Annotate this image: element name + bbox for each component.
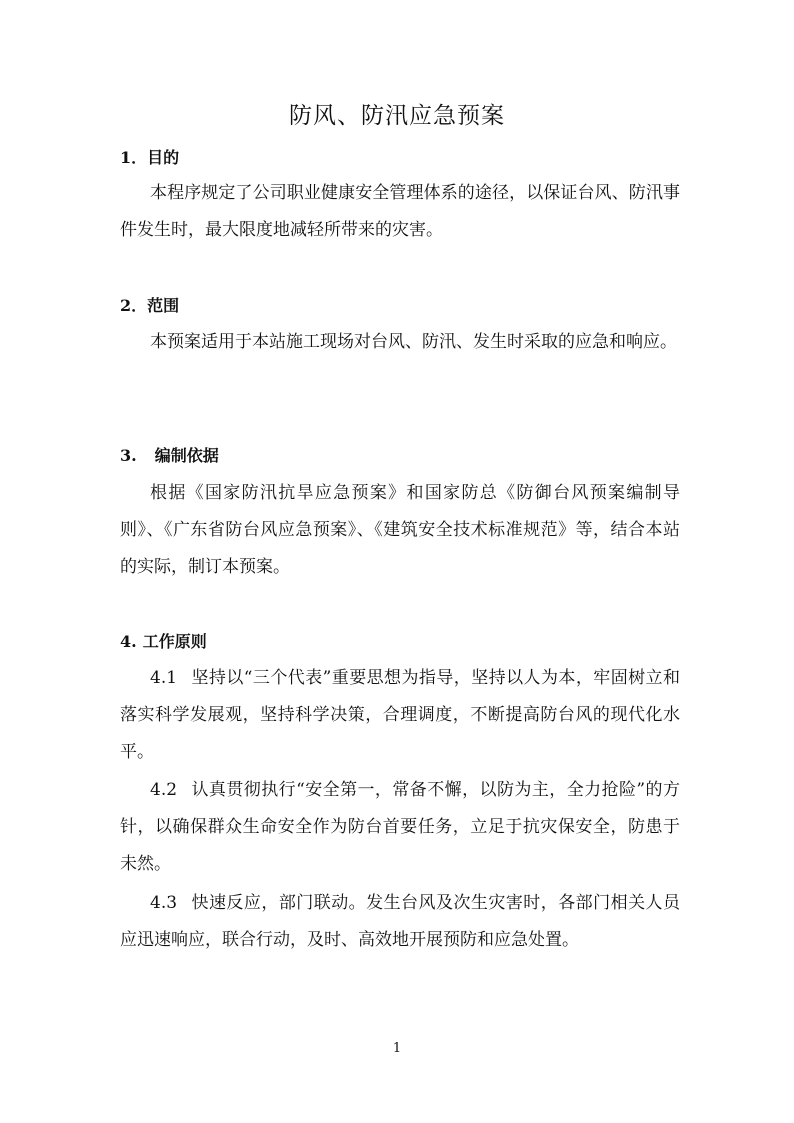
document-title: 防风、防汛应急预案 — [289, 103, 505, 129]
principle-index: 4.3 — [150, 893, 178, 913]
section-title: 编制依据 — [154, 446, 219, 465]
section-heading-purpose — [120, 146, 179, 170]
section-number: 2． — [120, 296, 148, 315]
section-title: 目的 — [147, 148, 180, 167]
principle-paragraph — [120, 772, 680, 883]
page-number: 1 — [392, 1041, 402, 1056]
principle-text: 坚持以“三个代表”重要思想为指导，坚持以人为本，牢固树立和落实科学发展观，坚持科学决策，合理调度，不断提高防台风的现代化水平。 — [120, 668, 680, 762]
section-paragraph: 根据《国家防汛抗旱应急预案》和国家防总《防御台风预案编制导则》、《广东省防台风应急预案》、《建筑安全技术标准规范》等，结合本站的实际，制订本预案。 — [120, 483, 680, 577]
section-paragraph: 本程序规定了公司职业健康安全管理体系的途径，以保证台风、防汛事件发生时，最大限度地减轻所带来的灾害。 — [120, 183, 680, 240]
section-number: 1． — [120, 148, 148, 167]
section-title: 工作原则 — [142, 632, 207, 651]
section-title: 范围 — [147, 296, 180, 315]
section-heading-basis — [120, 444, 219, 468]
principle-text: 快速反应，部门联动。发生台风及次生灾害时，各部门相关人员应迅速响应，联合行动，及时、高效地开展预防和应急处置。 — [120, 893, 680, 950]
section-heading-scope — [120, 294, 179, 318]
section-paragraph: 本预案适用于本站施工现场对台风、防汛、发生时采取的应急和响应。 — [150, 332, 677, 352]
principle-paragraph — [120, 885, 680, 959]
section-number: 3. — [120, 446, 137, 465]
section-number: 4. — [120, 632, 137, 651]
principle-index: 4.1 — [150, 668, 178, 688]
principle-index: 4.2 — [150, 780, 178, 800]
principle-text: 认真贯彻执行“安全第一，常备不懈，以防为主，全力抢险”的方针，以确保群众生命安全作为防台首要任务，立足于抗灾保安全，防患于未然。 — [120, 780, 680, 874]
principle-paragraph — [120, 660, 680, 771]
section-heading-principles — [120, 630, 207, 654]
